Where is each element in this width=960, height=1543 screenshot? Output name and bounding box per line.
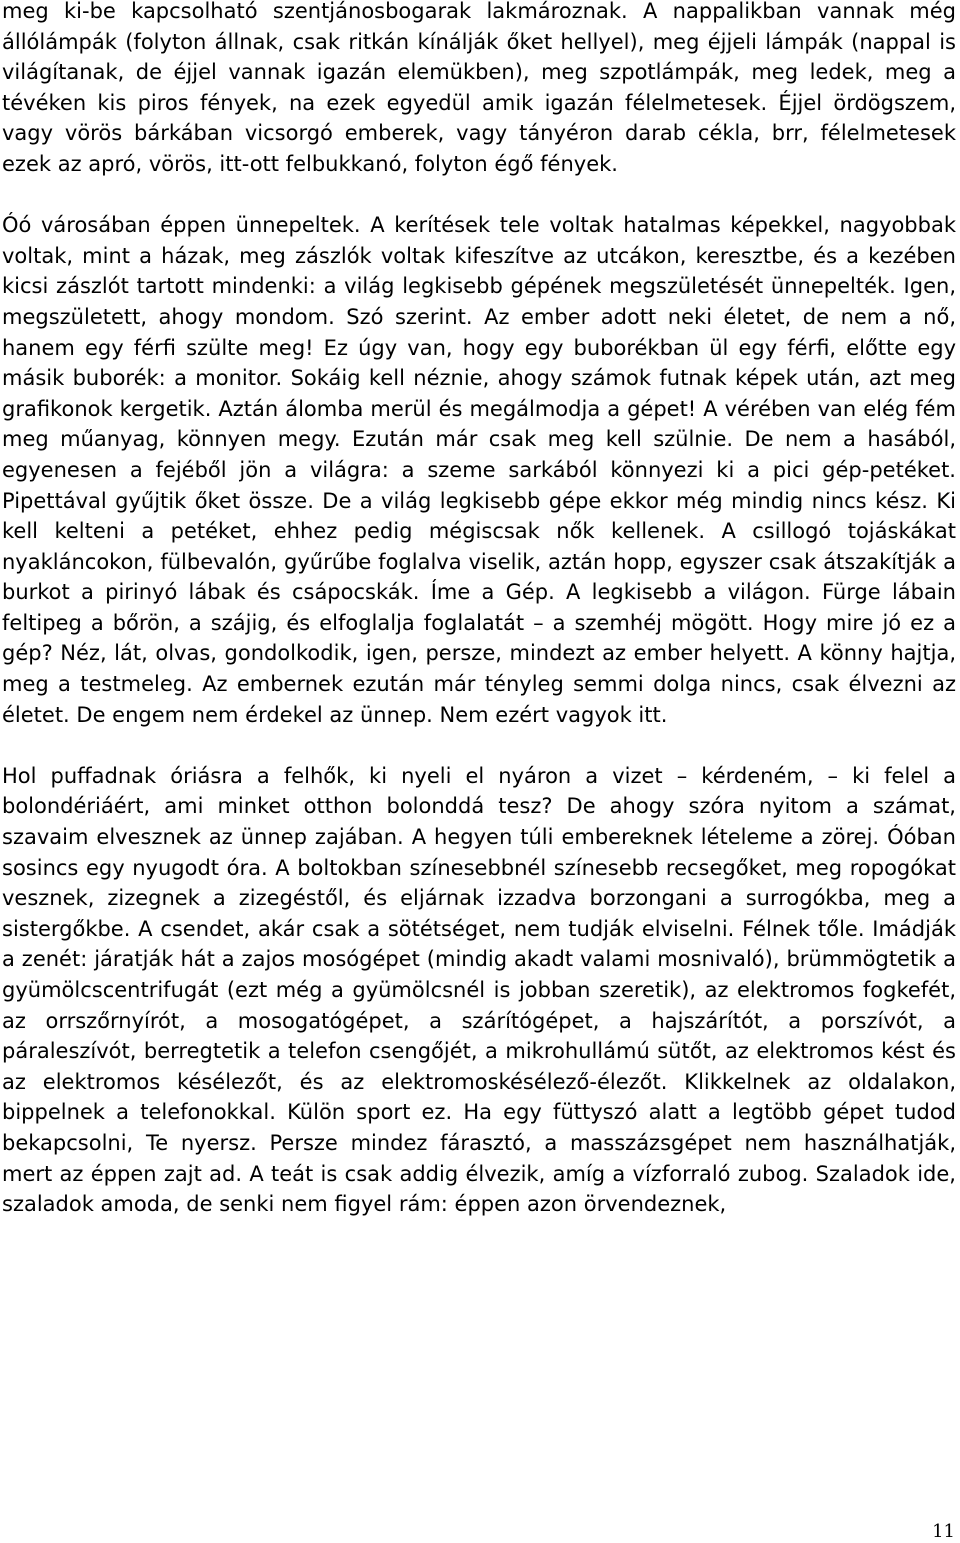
paragraph-2: Óó városában éppen ünnepeltek. A kerítések tele voltak hatalmas képekkel, nagyobbak voltak, mint a házak, meg zászlók voltak kifeszítve az utcákon, keresztbe, és a kezében kicsi zászlót tartott mindenki: a világ legkisebb gépének megszületését ünnepelték. Igen, megszületett, ahogy mondom. Szó szerint. Az ember adott neki életet, de nem a nő, hanem egy férfi szülte meg! Ez úgy van, hogy egy buborékban ül egy férfi, előtte egy másik buborék: a monitor. Sokáig kell néznie, ahogy számok futnak képek után, azt meg grafikonok kergetik. Aztán álomba merül és megálmodja a gépet! A vérében van elég fém meg műanyag, könnyen megy. Ezután már csak meg kell szülnie. De nem a hasából, egyenesen a fejéből jön a világra: a szeme sarkából könnyezi ki a pici gép-petéket. Pipettával gyűjtik őket össze. De a világ legkisebb gépe ekkor még mindig nincs kész. Ki kell kelteni a petéket, ehhez pedig mégiscsak nők kellenek. A csillogó tojáskákat nyakláncokon, fülbevalón, gyűrűbe foglalva viselik, aztán hopp, egyszer csak átszakítják a burkot a pirinyó lábak és csápocskák. Íme a Gép. A legkisebb a világon. Fürge lábain feltipeg a bőrön, a szájig, és elfoglalja foglalatát – a szemhéj mögött. Hogy mire jó ez a gép? Néz, lát, olvas, gondolkodik, igen, persze, mindezt az ember helyett. A könny hajtja, meg a testmeleg. Az embernek ezután már tényleg semmi dolga nincs, csak élvezni az életet. De engem nem érdekel az ünnep. Nem ezért vagyok itt. [2,213,956,727]
paragraph-1: meg ki-be kapcsolható szentjánosbogarak lakmároznak. A nappalikban vannak még állólámpák (folyton állnak, csak ritkán kínálják őket hellyel), meg éjjeli lámpák (nappal is világítanak, de éjjel vannak igazán elemükben), meg szpotlámpák, meg ledek, meg a tévéken kis piros fények, na ezek egyedül amik igazán félelmetesek. Éjjel ördögszem, vagy vörös bárkában vicsorgó emberek, vagy tányéron darab cékla, brr, félelmetesek ezek az apró, vörös, itt-ott felbukkanó, folyton égő fények. [2,0,956,176]
paragraph-spacer [2,730,956,761]
body-text [2,0,956,1220]
page-number: 11 [932,1521,955,1542]
paragraph-spacer [2,180,956,211]
paragraph-3: Hol puffadnak óriásra a felhők, ki nyeli el nyáron a vizet – kérdeném, – ki felel a bolondériáért, ami minket otthon bolonddá tesz? De ahogy szóra nyitom a számat, szavaim elvesznek az ünnep zajában. A hegyen túli embereknek lételeme a zörej. Óóban sosincs egy nyugodt óra. A boltokban színesebbnél színesebb recsegőket, meg ropogókat vesznek, zizegnek a zizegéstől, és eljárnak izzadva borzongani a surrogókba, meg a sistergőkbe. A csendet, akár csak a sötétséget, nem tudják elviselni. Félnek tőle. Imádják a zenét: járatják hát a zajos mosógépet (mindig akadt valami mosnivaló), brümmögtetik a gyümölcscentrifugát (ezt még a gyümölcsnél is jobban szeretik), az elektromos fogkefét, az orrszőrnyírót, a mosogatógépet, a szárítógépet, a hajszárítót, a porszívót, a páraleszívót, berregtetik a telefon csengőjét, a mikrohullámú sütőt, az elektromos kést és az elektromos késélezőt, és az elektromoskésélező-élezőt. Klikkelnek az oldalakon, bippelnek a telefonokkal. Külön sport ez. Ha egy füttyszó alatt a legtöbb gépet tudod bekapcsolni, Te nyersz. Persze mindez fárasztó, a masszázsgépet nem használhatják, mert az éppen zajt ad. A teát is csak addig élvezik, amíg a vízforraló zubog. Szaladok ide, szaladok amoda, de senki nem figyel rám: éppen azon örvendeznek, [2,763,956,1217]
